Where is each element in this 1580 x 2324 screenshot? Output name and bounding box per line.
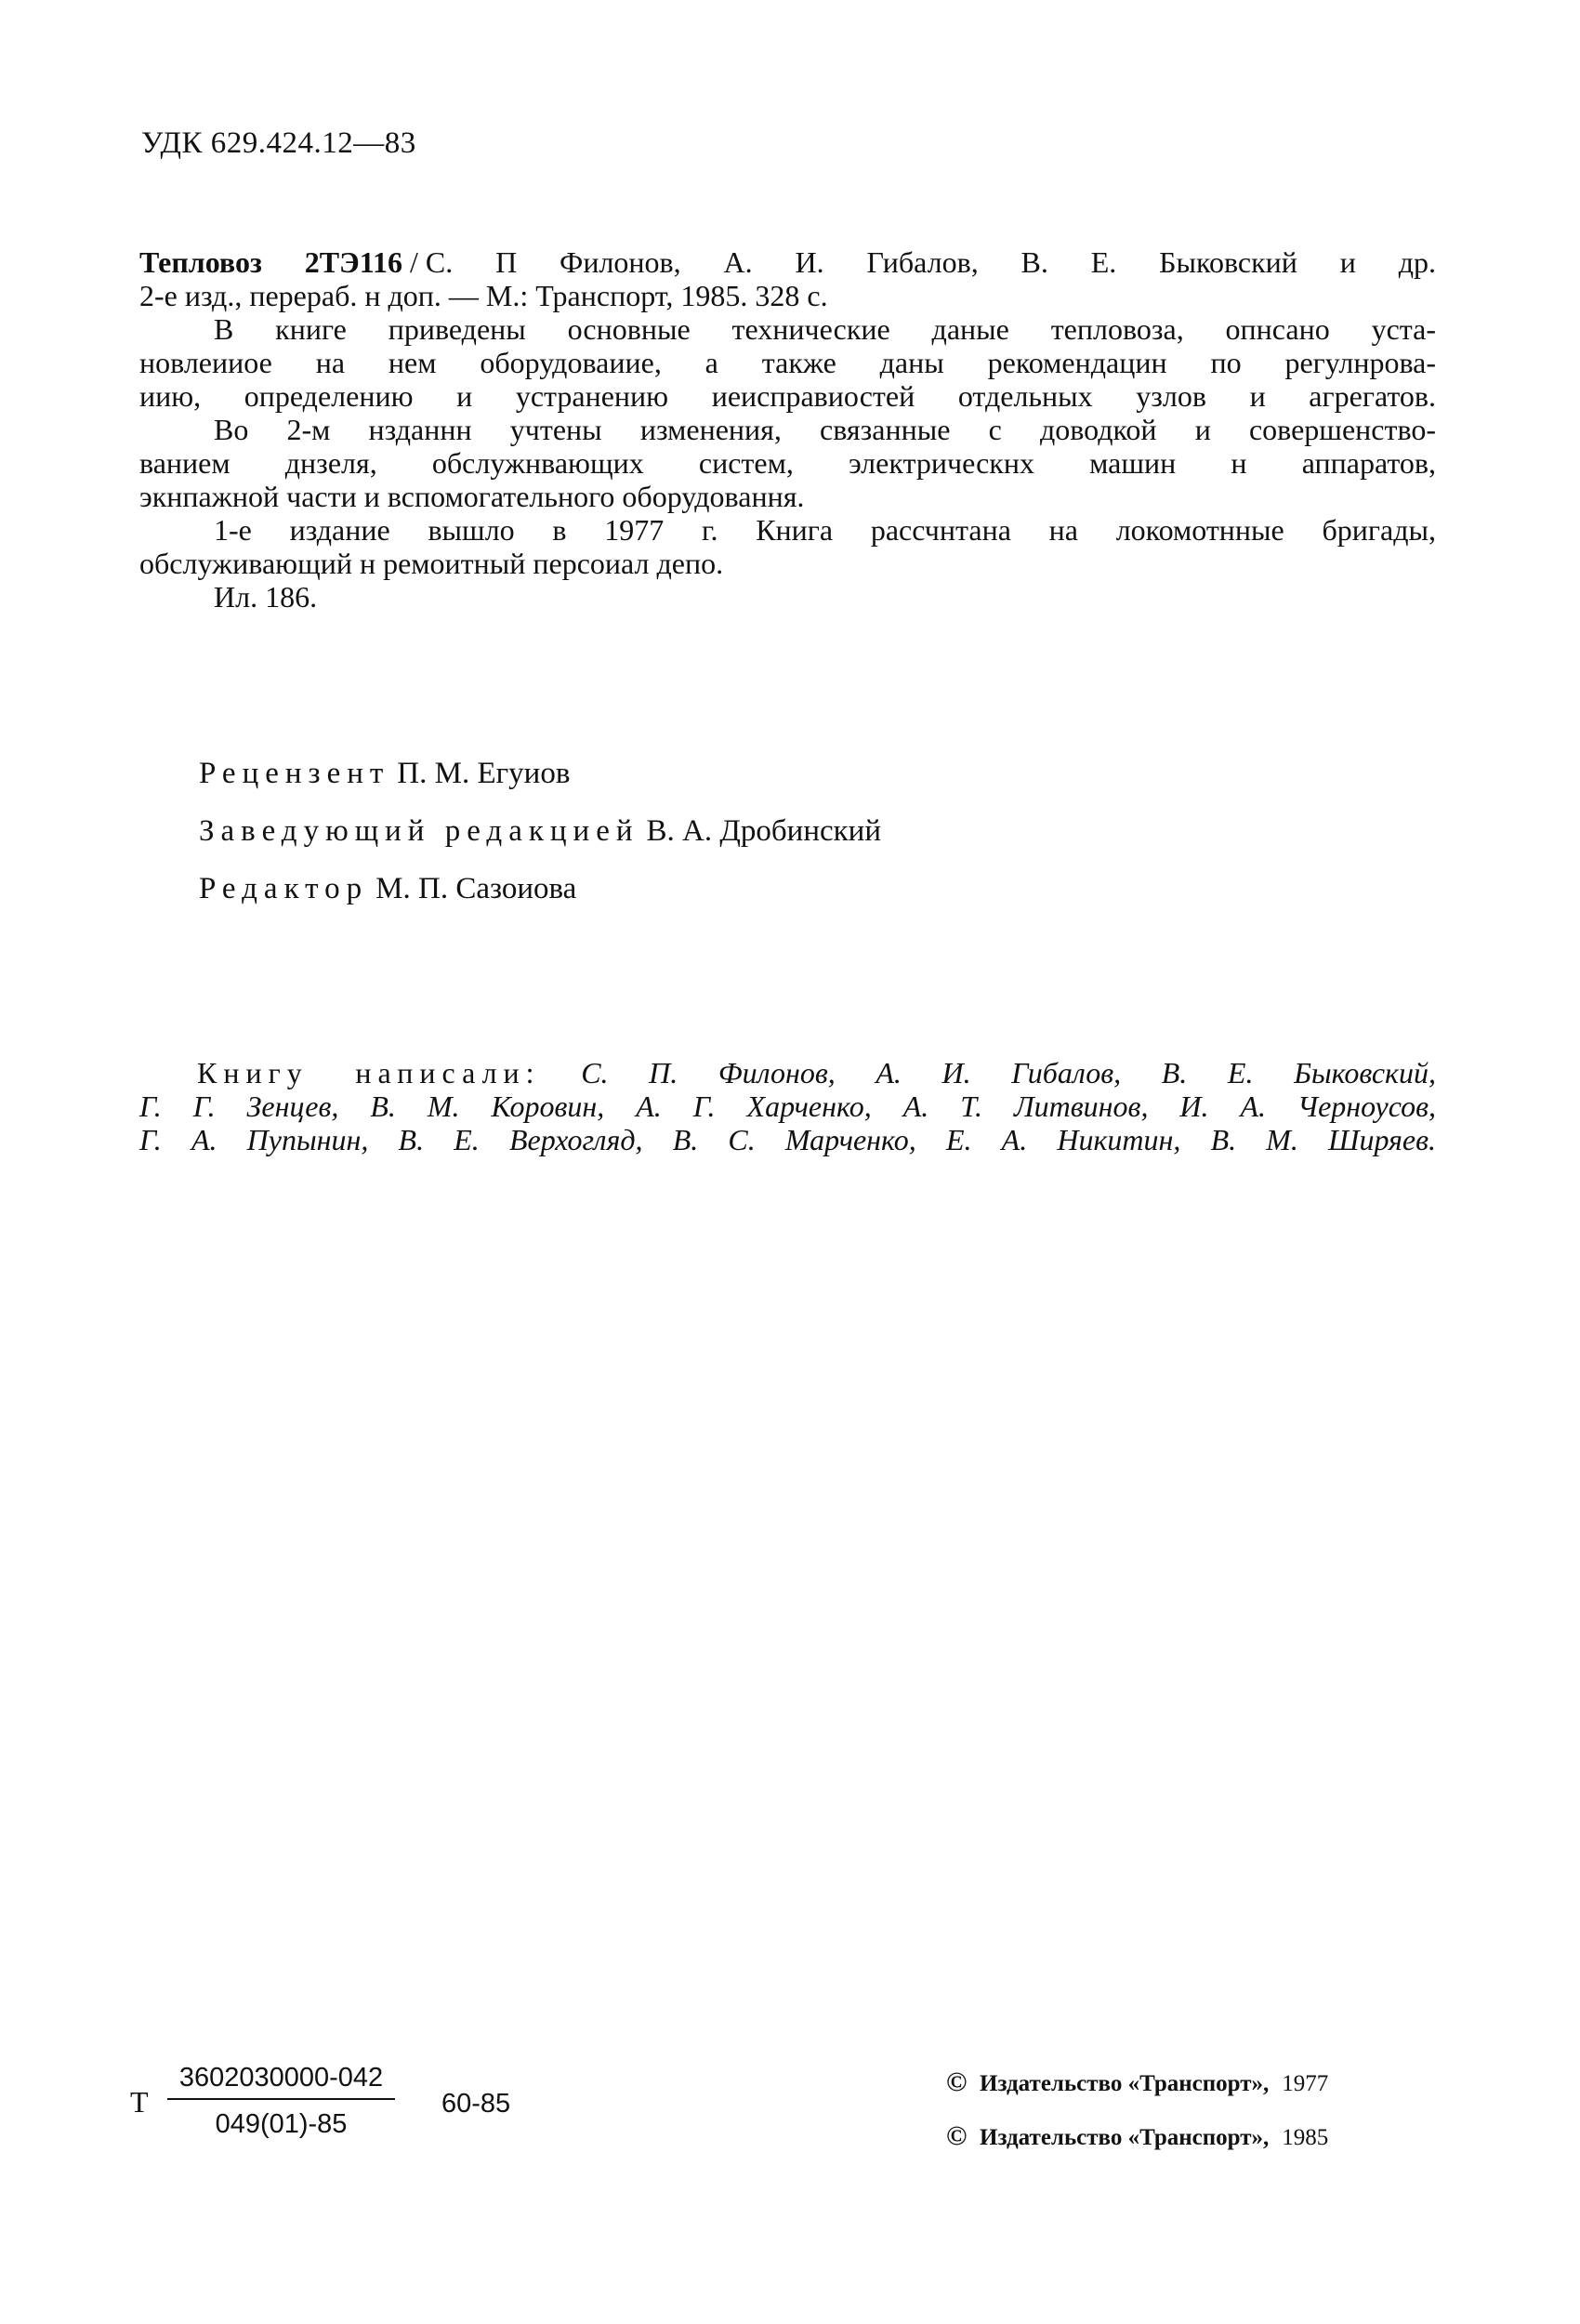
copyright-year: 1985 [1282, 2125, 1329, 2150]
copyright-icon: © [946, 2067, 968, 2097]
catalog-letter: Т [130, 2085, 149, 2119]
authors-block [139, 1056, 1436, 1156]
authors-line-1 [139, 1056, 1436, 1089]
bibliographic-annotation [139, 245, 1436, 614]
desc-line-6: экнпажной части и вспомогательного оборудовання. [139, 480, 805, 513]
catalog-suffix: 60-85 [441, 2089, 511, 2119]
credit-role: Заведующий редакцией [199, 814, 639, 848]
authors-label: Книгу написали: [197, 1056, 541, 1089]
desc-line-3: иию, определению и устранению иеисправиостей отдельных узлов и агрегатов. [139, 379, 1436, 413]
authors-line-3: Г. А. Пупынин, В. Е. Верхогляд, В. С. Марченко, Е. А. Никитин, В. М. Ширяев. [139, 1123, 1436, 1156]
copyright-year: 1977 [1282, 2071, 1329, 2096]
authors-line-2: Г. Г. Зенцев, В. М. Коровин, А. Г. Харченко, А. Т. Литвинов, И. А. Черноусов, [139, 1089, 1436, 1123]
desc-line-1: В книге приведены основные технические даные тепловоза, опнсано уста- [214, 312, 1436, 346]
book-title: Тепловоз 2ТЭ116 [139, 245, 402, 279]
catalog-denominator: 049(01)-85 [215, 2109, 348, 2139]
credit-editor [199, 870, 881, 928]
desc-line-5: ванием днзеля, обслужнвающих систем, электрическнх машин н аппаратов, [139, 446, 1436, 480]
catalog-numerator: 3602030000-042 [178, 2063, 384, 2093]
credit-name: М. П. Сазоиова [375, 872, 577, 905]
desc-line-7: 1-е издание вышло в 1977 г. Книга рассчнтана на локомотнные бригады, [214, 513, 1436, 547]
bib-line-1 [139, 245, 1436, 279]
desc-line-2: новлеииое на нем оборудоваиие, а также даны рекомендацин по регулнрова- [139, 346, 1436, 379]
copyright-line [946, 2119, 1328, 2173]
bib-line-2: 2-е изд., перераб. н доп. — М.: Транспорт, 1985. 328 с. [139, 279, 828, 312]
credit-name: В. А. Дробинский [646, 814, 881, 848]
credit-head-editor [199, 812, 881, 870]
credit-reviewer [199, 755, 881, 812]
credit-name: П. М. Егуиов [397, 757, 571, 790]
editorial-credits [199, 755, 881, 928]
catalog-fraction [167, 2059, 395, 2143]
credit-role: Рецензент [199, 757, 390, 790]
title-separator: / [409, 245, 418, 279]
copyright-holder: Издательство «Транспорт», [980, 2071, 1270, 2096]
credit-role: Редактор [199, 872, 369, 905]
authors-names-1: С. П. Филонов, А. И. Гибалов, В. Е. Быковский, [581, 1056, 1437, 1089]
desc-line-8: обслуживающий н ремоитный персоиал депо. [139, 547, 724, 580]
copyright-icon: © [946, 2120, 968, 2151]
copyright-line [946, 2066, 1328, 2119]
copyright-holder: Издательство «Транспорт», [980, 2125, 1270, 2150]
udk-code: УДК 629.424.12—83 [141, 126, 416, 160]
illustrations-count: Ил. 186. [214, 580, 318, 614]
desc-line-4: Во 2-м нзданнн учтены изменения, связанные с доводкой и совершенство- [214, 413, 1436, 446]
bib-authors: С. П Филонов, А. И. Гибалов, В. Е. Быковский и др. [425, 245, 1437, 279]
copyright-block [946, 2066, 1328, 2173]
fraction-bar [167, 2098, 395, 2100]
